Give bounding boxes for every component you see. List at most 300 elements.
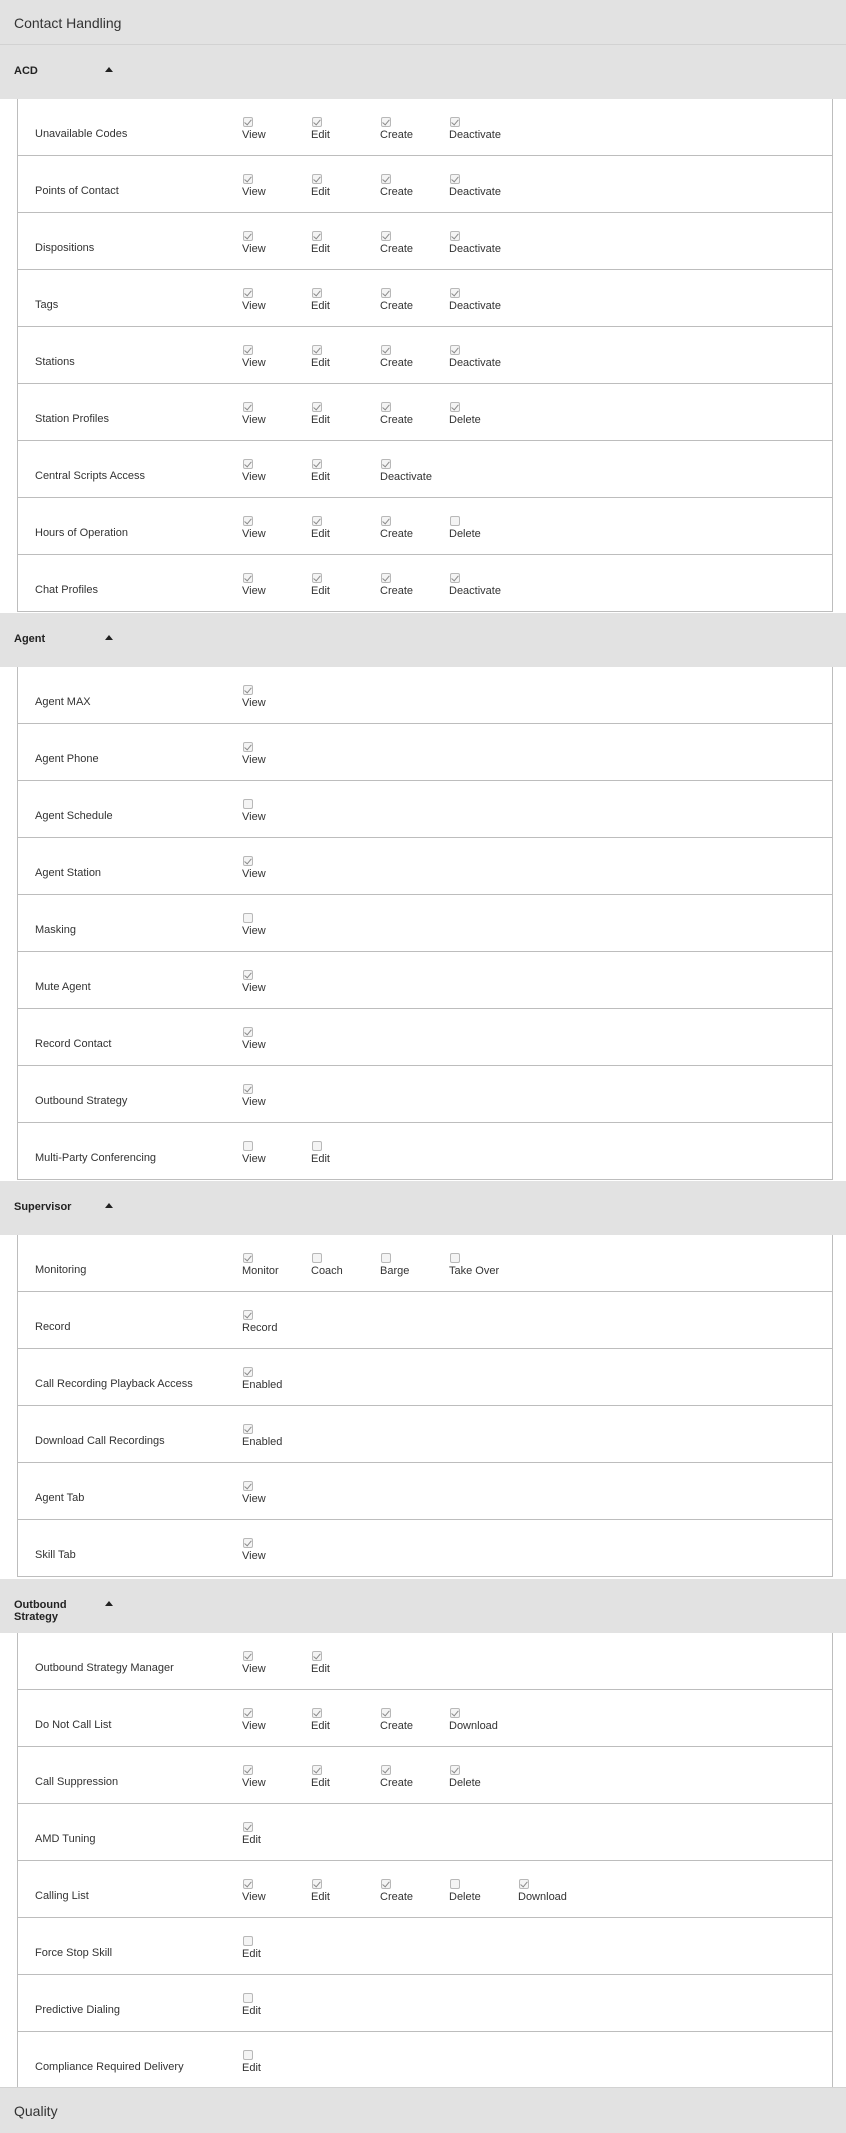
permission-row: [18, 99, 832, 156]
permission-checkbox-view[interactable]: [243, 742, 253, 752]
permission-row: [18, 724, 832, 781]
permission-option-label: Deactivate: [449, 585, 501, 597]
permission-checkbox-view[interactable]: [243, 1141, 253, 1151]
permission-option-label: Create: [380, 129, 414, 141]
permission-label: Tags: [35, 299, 59, 311]
permission-label: Download Call Recordings: [35, 1435, 165, 1447]
permission-option-create[interactable]: [380, 1708, 413, 1732]
permission-checkbox-view[interactable]: [243, 1765, 253, 1775]
permission-option-label: Enabled: [242, 1379, 283, 1391]
permission-checkbox-create[interactable]: [381, 345, 391, 355]
permission-checkbox-edit[interactable]: [312, 1141, 322, 1151]
permission-option-label: Deactivate: [449, 300, 501, 312]
permission-checkbox-edit[interactable]: [243, 2050, 253, 2060]
permission-option-edit[interactable]: [242, 1936, 261, 1960]
permission-row: [18, 1633, 832, 1690]
permission-checkbox-edit[interactable]: [312, 1651, 322, 1661]
permission-option-label: Edit: [311, 1891, 330, 1903]
permission-option-view[interactable]: [242, 1879, 266, 1903]
permission-option-label: View: [242, 414, 266, 426]
permission-option-label: Edit: [311, 414, 330, 426]
permission-checkbox-view[interactable]: [243, 345, 253, 355]
permission-row: [18, 1406, 832, 1463]
permission-checkbox-edit[interactable]: [312, 345, 322, 355]
permission-row: [18, 1066, 832, 1123]
section-body-outbound-strategy: [17, 1633, 833, 2089]
permission-option-label: Monitor: [242, 1265, 279, 1277]
section-header-agent[interactable]: [0, 613, 846, 667]
permission-checkbox-edit[interactable]: [312, 1708, 322, 1718]
quality-section-header[interactable]: [0, 2087, 846, 2133]
permission-label: AMD Tuning: [35, 1833, 96, 1845]
permission-option-label: View: [242, 300, 266, 312]
permission-option-barge[interactable]: [380, 1253, 409, 1277]
permission-option-label: View: [242, 585, 266, 597]
permission-checkbox-edit[interactable]: [312, 402, 322, 412]
section-header-acd[interactable]: [0, 45, 846, 99]
permission-label: Compliance Required Delivery: [35, 2061, 184, 2073]
permission-option-label: Edit: [311, 471, 330, 483]
permission-checkbox-edit[interactable]: [243, 1936, 253, 1946]
permission-option-label: View: [242, 1153, 266, 1165]
permission-checkbox-deactivate[interactable]: [450, 288, 460, 298]
permission-option-view[interactable]: [242, 1765, 266, 1789]
permission-option-edit[interactable]: [311, 345, 330, 369]
permission-row: [18, 781, 832, 838]
permission-checkbox-delete[interactable]: [450, 1879, 460, 1889]
permission-option-edit[interactable]: [311, 231, 330, 255]
permission-row: [18, 1123, 832, 1180]
permission-option-deactivate[interactable]: [449, 288, 501, 312]
permission-checkbox-view[interactable]: [243, 1481, 253, 1491]
permission-label: Monitoring: [35, 1264, 87, 1276]
permission-option-view[interactable]: [242, 402, 266, 426]
permission-checkbox-edit[interactable]: [312, 573, 322, 583]
permission-label: Call Recording Playback Access: [35, 1378, 193, 1390]
permission-option-label: Edit: [242, 1834, 261, 1846]
permission-option-label: Create: [380, 1720, 414, 1732]
permission-option-deactivate[interactable]: [449, 117, 501, 141]
permission-option-label: Create: [380, 300, 414, 312]
permission-checkbox-view[interactable]: [243, 1538, 253, 1548]
section-title: Outbound Strategy: [14, 1599, 67, 1623]
permission-option-label: Edit: [311, 1663, 330, 1675]
permission-checkbox-create[interactable]: [381, 288, 391, 298]
permission-row: [18, 1918, 832, 1975]
permission-option-create[interactable]: [380, 174, 413, 198]
permission-row: [18, 1463, 832, 1520]
permission-label: Unavailable Codes: [35, 128, 128, 140]
permission-option-label: Edit: [311, 1153, 330, 1165]
permission-option-edit[interactable]: [311, 288, 330, 312]
permission-checkbox-view[interactable]: [243, 117, 253, 127]
permission-checkbox-create[interactable]: [381, 1708, 391, 1718]
permission-checkbox-edit[interactable]: [312, 174, 322, 184]
permission-option-view[interactable]: [242, 516, 266, 540]
permission-option-create[interactable]: [380, 1765, 413, 1789]
permission-label: Mute Agent: [35, 981, 91, 993]
permission-option-label: View: [242, 982, 266, 994]
permission-option-label: View: [242, 129, 266, 141]
permission-option-edit[interactable]: [311, 459, 330, 483]
permission-option-label: Deactivate: [380, 471, 432, 483]
permission-label: Skill Tab: [35, 1549, 76, 1561]
permission-option-label: Coach: [311, 1265, 343, 1277]
permission-label: Agent Schedule: [35, 810, 113, 822]
section-body-supervisor: [17, 1235, 833, 1577]
permission-checkbox-view[interactable]: [243, 970, 253, 980]
permission-option-label: Create: [380, 585, 414, 597]
permission-option-view[interactable]: [242, 799, 266, 823]
permission-option-create[interactable]: [380, 402, 413, 426]
permission-checkbox-delete[interactable]: [450, 1765, 460, 1775]
permission-option-label: View: [242, 1096, 266, 1108]
permission-label: Record Contact: [35, 1038, 112, 1050]
permission-row: [18, 1009, 832, 1066]
permission-option-label: Edit: [311, 243, 330, 255]
permission-checkbox-edit[interactable]: [243, 1822, 253, 1832]
permission-checkbox-create[interactable]: [381, 174, 391, 184]
permission-option-edit[interactable]: [311, 516, 330, 540]
permission-checkbox-deactivate[interactable]: [450, 117, 460, 127]
collapse-caret-icon[interactable]: [105, 67, 113, 72]
permission-row: [18, 1747, 832, 1804]
permission-checkbox-view[interactable]: [243, 1879, 253, 1889]
permission-option-create[interactable]: [380, 516, 413, 540]
permission-option-label: Edit: [242, 1948, 261, 1960]
permission-checkbox-edit[interactable]: [312, 516, 322, 526]
permission-option-label: Deactivate: [449, 357, 501, 369]
permission-option-label: Create: [380, 186, 414, 198]
permission-option-label: Delete: [449, 528, 481, 540]
permission-option-view[interactable]: [242, 288, 266, 312]
permission-option-label: Edit: [311, 186, 330, 198]
permission-label: Agent Tab: [35, 1492, 85, 1504]
permission-option-delete[interactable]: [449, 1879, 481, 1903]
permission-option-edit[interactable]: [311, 402, 330, 426]
permission-label: Hours of Operation: [35, 527, 128, 539]
permission-checkbox-view[interactable]: [243, 1084, 253, 1094]
permission-option-edit[interactable]: [242, 2050, 261, 2074]
permission-label: Station Profiles: [35, 413, 109, 425]
permission-option-delete[interactable]: [449, 402, 481, 426]
permission-checkbox-take-over[interactable]: [450, 1253, 460, 1263]
permission-option-create[interactable]: [380, 288, 413, 312]
permission-checkbox-edit[interactable]: [312, 1765, 322, 1775]
permission-row: [18, 327, 832, 384]
permission-checkbox-download[interactable]: [519, 1879, 529, 1889]
permission-label: Chat Profiles: [35, 584, 98, 596]
permission-option-create[interactable]: [380, 1879, 413, 1903]
permission-option-view[interactable]: [242, 1481, 266, 1505]
permission-label: Outbound Strategy Manager: [35, 1662, 174, 1674]
permission-row: [18, 952, 832, 1009]
permission-checkbox-view[interactable]: [243, 573, 253, 583]
permission-row: [18, 156, 832, 213]
permission-option-label: Deactivate: [449, 243, 501, 255]
permission-option-label: View: [242, 243, 266, 255]
permission-option-edit[interactable]: [311, 573, 330, 597]
permission-checkbox-view[interactable]: [243, 685, 253, 695]
permission-option-enabled[interactable]: [242, 1367, 282, 1391]
permission-option-label: Edit: [311, 585, 330, 597]
permission-checkbox-create[interactable]: [381, 231, 391, 241]
permission-row: [18, 838, 832, 895]
permission-option-label: Edit: [242, 2005, 261, 2017]
permission-option-label: Download: [449, 1720, 498, 1732]
collapse-caret-icon[interactable]: [105, 1601, 113, 1606]
permission-option-deactivate[interactable]: [449, 345, 501, 369]
permission-option-edit[interactable]: [311, 1141, 330, 1165]
permission-option-label: View: [242, 697, 266, 709]
permission-option-enabled[interactable]: [242, 1424, 282, 1448]
permission-option-download[interactable]: [449, 1708, 498, 1732]
permission-checkbox-create[interactable]: [381, 1879, 391, 1889]
permission-option-label: View: [242, 1720, 266, 1732]
permission-checkbox-deactivate[interactable]: [450, 231, 460, 241]
permission-checkbox-edit[interactable]: [243, 1993, 253, 2003]
permission-option-view[interactable]: [242, 1084, 266, 1108]
page-title: Contact Handling: [14, 15, 122, 31]
permission-row: [18, 1235, 832, 1292]
permission-option-view[interactable]: [242, 231, 266, 255]
permission-option-label: View: [242, 754, 266, 766]
permission-checkbox-record[interactable]: [243, 1310, 253, 1320]
permission-option-create[interactable]: [380, 345, 413, 369]
permission-row: [18, 555, 832, 612]
permission-row: [18, 213, 832, 270]
permission-checkbox-edit[interactable]: [312, 117, 322, 127]
permission-option-label: View: [242, 1663, 266, 1675]
permission-label: Dispositions: [35, 242, 95, 254]
permission-option-label: View: [242, 925, 266, 937]
permission-option-edit[interactable]: [311, 1879, 330, 1903]
permission-option-deactivate[interactable]: [449, 174, 501, 198]
permission-option-label: Create: [380, 528, 414, 540]
permission-option-view[interactable]: [242, 117, 266, 141]
permission-row: [18, 1975, 832, 2032]
permission-option-deactivate[interactable]: [449, 231, 501, 255]
permission-option-view[interactable]: [242, 1708, 266, 1732]
permission-option-edit[interactable]: [311, 1708, 330, 1732]
permission-row: [18, 498, 832, 555]
permission-label: Record: [35, 1321, 71, 1333]
permission-option-label: Enabled: [242, 1436, 283, 1448]
permission-option-label: Delete: [449, 1777, 481, 1789]
permission-option-delete[interactable]: [449, 1765, 481, 1789]
permission-label: Central Scripts Access: [35, 470, 146, 482]
permission-option-label: Deactivate: [449, 129, 501, 141]
permission-row: [18, 2032, 832, 2089]
permission-checkbox-view[interactable]: [243, 1708, 253, 1718]
permission-option-label: Download: [518, 1891, 567, 1903]
section-body-acd: [17, 99, 833, 612]
permission-option-view[interactable]: [242, 856, 266, 880]
permission-option-label: Create: [380, 1777, 414, 1789]
permission-label: Multi-Party Conferencing: [35, 1152, 157, 1164]
permission-option-monitor[interactable]: [242, 1253, 279, 1277]
permission-row: [18, 1292, 832, 1349]
permission-checkbox-create[interactable]: [381, 1765, 391, 1775]
permission-row: [18, 1804, 832, 1861]
permission-option-view[interactable]: [242, 573, 266, 597]
permission-row: [18, 441, 832, 498]
permission-option-label: Edit: [311, 300, 330, 312]
permission-option-edit[interactable]: [242, 1822, 261, 1846]
permission-option-label: Edit: [311, 1720, 330, 1732]
permission-option-edit[interactable]: [311, 1765, 330, 1789]
permission-option-edit[interactable]: [311, 174, 330, 198]
collapse-caret-icon[interactable]: [105, 1203, 113, 1208]
permission-label: Call Suppression: [35, 1776, 119, 1788]
permission-checkbox-enabled[interactable]: [243, 1367, 253, 1377]
permission-label: Predictive Dialing: [35, 2004, 120, 2016]
permission-option-download[interactable]: [518, 1879, 567, 1903]
permission-label: Calling List: [35, 1890, 89, 1902]
permission-checkbox-view[interactable]: [243, 799, 253, 809]
permission-option-label: Edit: [311, 1777, 330, 1789]
permission-checkbox-enabled[interactable]: [243, 1424, 253, 1434]
permission-label: Points of Contact: [35, 185, 119, 197]
permission-option-label: View: [242, 471, 266, 483]
permission-option-label: View: [242, 186, 266, 198]
permission-option-label: View: [242, 1777, 266, 1789]
permission-checkbox-view[interactable]: [243, 288, 253, 298]
permission-option-record[interactable]: [242, 1310, 277, 1334]
permission-option-label: View: [242, 1550, 266, 1562]
permission-checkbox-delete[interactable]: [450, 516, 460, 526]
permission-checkbox-view[interactable]: [243, 231, 253, 241]
permission-option-view[interactable]: [242, 1538, 266, 1562]
permission-option-label: Create: [380, 357, 414, 369]
permission-checkbox-view[interactable]: [243, 1027, 253, 1037]
permission-option-edit[interactable]: [311, 117, 330, 141]
permission-option-view[interactable]: [242, 742, 266, 766]
permission-option-label: Edit: [242, 2062, 261, 2074]
section-body-agent: [17, 667, 833, 1180]
permission-checkbox-create[interactable]: [381, 573, 391, 583]
section-title: Supervisor: [14, 1201, 72, 1213]
permission-checkbox-barge[interactable]: [381, 1253, 391, 1263]
permission-option-label: Delete: [449, 414, 481, 426]
permission-option-label: Edit: [311, 129, 330, 141]
permission-option-label: View: [242, 1039, 266, 1051]
permission-option-label: Edit: [311, 357, 330, 369]
permission-option-view[interactable]: [242, 1651, 266, 1675]
permission-option-edit[interactable]: [242, 1993, 261, 2017]
permission-option-edit[interactable]: [311, 1651, 330, 1675]
permission-label: Agent Phone: [35, 753, 99, 765]
permission-option-view[interactable]: [242, 970, 266, 994]
permission-checkbox-view[interactable]: [243, 174, 253, 184]
permission-checkbox-deactivate[interactable]: [450, 573, 460, 583]
permission-option-label: View: [242, 1891, 266, 1903]
permission-option-view[interactable]: [242, 685, 266, 709]
permission-checkbox-coach[interactable]: [312, 1253, 322, 1263]
permission-checkbox-delete[interactable]: [450, 402, 460, 412]
permission-checkbox-edit[interactable]: [312, 459, 322, 469]
section-header-supervisor[interactable]: [0, 1181, 846, 1235]
permission-option-label: View: [242, 811, 266, 823]
permission-checkbox-edit[interactable]: [312, 1879, 322, 1889]
permission-label: Outbound Strategy: [35, 1095, 128, 1107]
permission-option-coach[interactable]: [311, 1253, 343, 1277]
permission-checkbox-create[interactable]: [381, 117, 391, 127]
permission-option-deactivate[interactable]: [380, 459, 432, 483]
permission-checkbox-deactivate[interactable]: [381, 459, 391, 469]
permission-option-create[interactable]: [380, 573, 413, 597]
collapse-caret-icon[interactable]: [105, 635, 113, 640]
permission-label: Stations: [35, 356, 75, 368]
permission-option-view[interactable]: [242, 459, 266, 483]
permission-option-deactivate[interactable]: [449, 573, 501, 597]
permission-option-label: Create: [380, 414, 414, 426]
permission-checkbox-deactivate[interactable]: [450, 174, 460, 184]
section-title: ACD: [14, 65, 38, 77]
permission-option-create[interactable]: [380, 117, 413, 141]
permission-checkbox-view[interactable]: [243, 516, 253, 526]
permission-option-label: Barge: [380, 1265, 410, 1277]
permission-checkbox-view[interactable]: [243, 402, 253, 412]
permission-option-take-over[interactable]: [449, 1253, 499, 1277]
permission-label: Masking: [35, 924, 76, 936]
permission-checkbox-edit[interactable]: [312, 288, 322, 298]
permission-checkbox-view[interactable]: [243, 913, 253, 923]
permission-checkbox-view[interactable]: [243, 856, 253, 866]
permission-row: [18, 270, 832, 327]
permission-option-create[interactable]: [380, 231, 413, 255]
permission-checkbox-edit[interactable]: [312, 231, 322, 241]
permission-checkbox-deactivate[interactable]: [450, 345, 460, 355]
permission-option-view[interactable]: [242, 174, 266, 198]
permission-option-label: View: [242, 528, 266, 540]
section-title: Agent: [14, 633, 46, 645]
permission-row: [18, 1690, 832, 1747]
permission-option-view[interactable]: [242, 345, 266, 369]
permission-row: [18, 1349, 832, 1406]
permission-row: [18, 895, 832, 952]
permission-row: [18, 384, 832, 441]
permission-label: Do Not Call List: [35, 1719, 112, 1731]
permission-option-label: View: [242, 868, 266, 880]
permission-checkbox-view[interactable]: [243, 459, 253, 469]
section-header-outbound-strategy[interactable]: [0, 1579, 846, 1633]
permission-label: Agent MAX: [35, 696, 91, 708]
permission-label: Force Stop Skill: [35, 1947, 113, 1959]
permission-option-view[interactable]: [242, 1141, 266, 1165]
permission-checkbox-download[interactable]: [450, 1708, 460, 1718]
permission-option-view[interactable]: [242, 913, 266, 937]
permission-row: [18, 667, 832, 724]
permission-option-label: Create: [380, 243, 414, 255]
permission-label: Agent Station: [35, 867, 102, 879]
permission-option-label: Record: [242, 1322, 278, 1334]
permission-option-view[interactable]: [242, 1027, 266, 1051]
permission-row: [18, 1520, 832, 1577]
permission-checkbox-monitor[interactable]: [243, 1253, 253, 1263]
quality-section-title: Quality: [14, 2103, 58, 2119]
permission-checkbox-create[interactable]: [381, 402, 391, 412]
permission-option-label: Take Over: [449, 1265, 500, 1277]
permission-option-label: View: [242, 1493, 266, 1505]
permission-option-label: View: [242, 357, 266, 369]
permission-option-label: Deactivate: [449, 186, 501, 198]
permission-option-delete[interactable]: [449, 516, 481, 540]
permission-row: [18, 1861, 832, 1918]
permission-checkbox-create[interactable]: [381, 516, 391, 526]
page-header: [0, 0, 846, 45]
permission-checkbox-view[interactable]: [243, 1651, 253, 1661]
